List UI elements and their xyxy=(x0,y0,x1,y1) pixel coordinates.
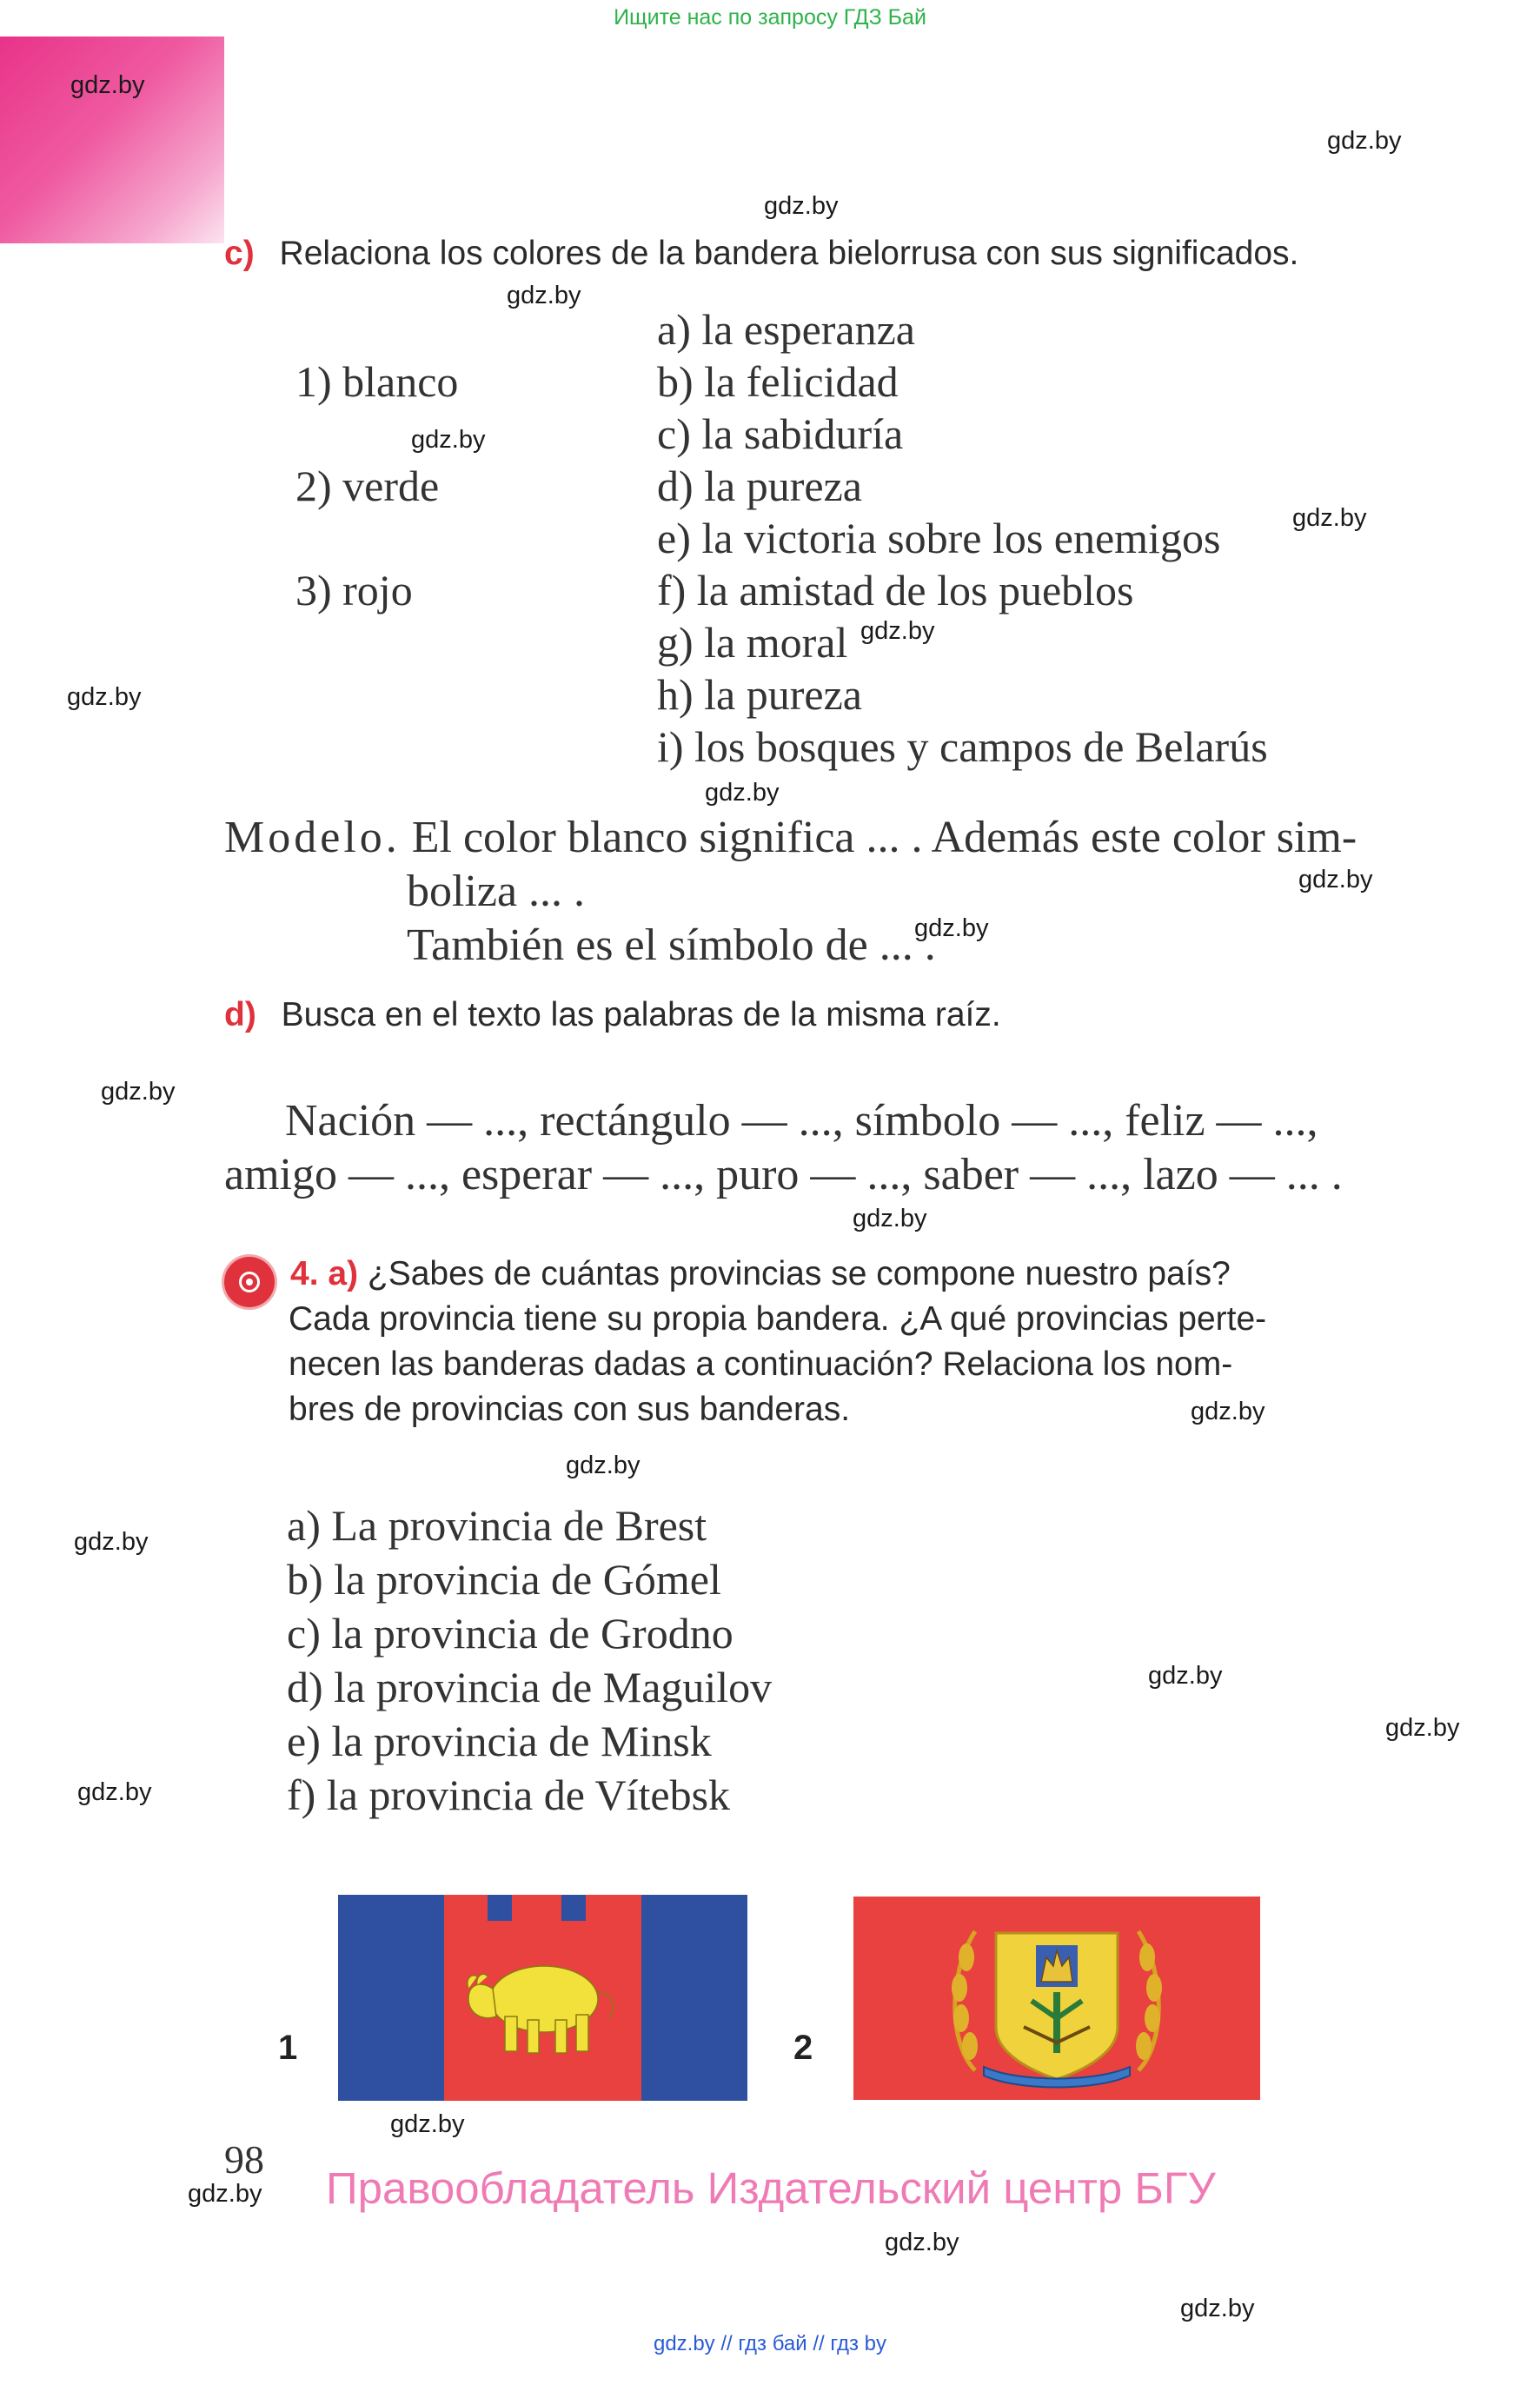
province-item: a) La provincia de Brest xyxy=(287,1501,707,1550)
watermark: gdz.by xyxy=(1327,127,1402,155)
modelo-label: Modelo. xyxy=(224,813,401,862)
meaning-item: f) la amistad de los pueblos xyxy=(657,566,1134,615)
watermark: gdz.by xyxy=(507,282,581,309)
audio-disc-icon xyxy=(224,1257,275,1307)
section-c-heading xyxy=(224,235,1298,273)
meaning-item: i) los bosques y campos de Belarús xyxy=(657,722,1268,771)
modelo-line-2: boliza ... . xyxy=(407,867,586,916)
flag-number: 2 xyxy=(793,2029,813,2067)
watermark: gdz.by xyxy=(764,192,839,220)
watermark: gdz.by xyxy=(860,617,935,645)
exercise-4-text: ¿Sabes de cuántas provincias se compone nuestro país? xyxy=(367,1255,1231,1292)
watermark: gdz.by xyxy=(74,1528,149,1556)
page-corner-decoration xyxy=(0,37,224,243)
color-item: 3) rojo xyxy=(295,566,413,615)
province-item: b) la provincia de Gómel xyxy=(287,1555,721,1604)
exercise-4-line-4: bres de provincias con sus banderas. xyxy=(289,1391,851,1428)
watermark: gdz.by xyxy=(411,426,486,454)
watermark: gdz.by xyxy=(1385,1714,1460,1742)
exercise-4-line-1 xyxy=(290,1255,1231,1293)
watermark: gdz.by xyxy=(705,779,780,807)
watermark: gdz.by xyxy=(914,914,989,942)
meaning-item: h) la pureza xyxy=(657,670,862,719)
province-item: c) la provincia de Grodno xyxy=(287,1609,733,1658)
province-item: f) la provincia de Vítebsk xyxy=(287,1770,731,1819)
watermark: gdz.by xyxy=(1180,2295,1255,2322)
section-c-instruction: Relaciona los colores de la bandera bielorrusa con sus significados. xyxy=(279,235,1299,272)
watermark: gdz.by xyxy=(188,2180,262,2208)
meaning-item: b) la felicidad xyxy=(657,357,899,406)
watermark: gdz.by xyxy=(853,1205,927,1232)
meaning-item: g) la moral xyxy=(657,618,848,667)
copyright-notice: Правообладатель Издательский центр БГУ xyxy=(326,2163,1216,2213)
watermark: gdz.by xyxy=(101,1078,176,1106)
watermark: gdz.by xyxy=(1298,866,1373,894)
modelo-line-3: También es el símbolo de ... . xyxy=(407,920,936,970)
meaning-item: a) la esperanza xyxy=(657,305,915,354)
footer-links[interactable]: gdz.by // гдз бай // гдз by xyxy=(653,2332,887,2355)
watermark: gdz.by xyxy=(566,1452,641,1479)
word-roots-line-1: Nación — ..., rectángulo — ..., símbolo — ..., feliz — ..., xyxy=(285,1096,1318,1146)
word-roots-line-2: amigo — ..., esperar — ..., puro — ..., saber — ..., lazo — ... . xyxy=(224,1150,1343,1199)
flag-number: 1 xyxy=(278,2029,298,2067)
watermark: gdz.by xyxy=(1292,504,1367,532)
province-item: d) la provincia de Maguilov xyxy=(287,1663,773,1711)
brest-flag-image xyxy=(338,1895,747,2101)
top-note: Ищите нас по запросу ГДЗ Бай xyxy=(614,5,926,30)
section-d-instruction: Busca en el texto las palabras de la misma raíz. xyxy=(281,996,1001,1033)
exercise-4-label: a) xyxy=(328,1255,359,1292)
watermark: gdz.by xyxy=(67,683,142,711)
mogilev-flag-image xyxy=(853,1897,1260,2100)
watermark: gdz.by xyxy=(1148,1662,1223,1690)
section-d-heading xyxy=(224,996,1001,1034)
color-item: 2) verde xyxy=(295,462,440,510)
exercise-4-line-2: Cada provincia tiene su propia bandera. ¿A qué provincias perte- xyxy=(289,1300,1267,1338)
section-d-label: d) xyxy=(224,996,256,1033)
watermark: gdz.by xyxy=(70,71,145,99)
watermark: gdz.by xyxy=(885,2229,959,2256)
section-c-label: c) xyxy=(224,235,255,272)
watermark: gdz.by xyxy=(390,2110,465,2138)
meaning-item: e) la victoria sobre los enemigos xyxy=(657,514,1221,562)
page-number: 98 xyxy=(224,2137,264,2182)
exercise-4-line-3: necen las banderas dadas a continuación? Relaciona los nom- xyxy=(289,1345,1233,1383)
meaning-item: c) la sabiduría xyxy=(657,409,904,458)
modelo-line-1 xyxy=(224,812,1357,863)
province-item: e) la provincia de Minsk xyxy=(287,1717,712,1765)
watermark: gdz.by xyxy=(1191,1398,1265,1425)
color-item: 1) blanco xyxy=(295,357,459,406)
watermark: gdz.by xyxy=(77,1778,152,1806)
meaning-item: d) la pureza xyxy=(657,462,862,510)
exercise-4-number: 4. xyxy=(290,1255,319,1292)
modelo-text: El color blanco significa ... . Además este color sim- xyxy=(411,813,1357,862)
